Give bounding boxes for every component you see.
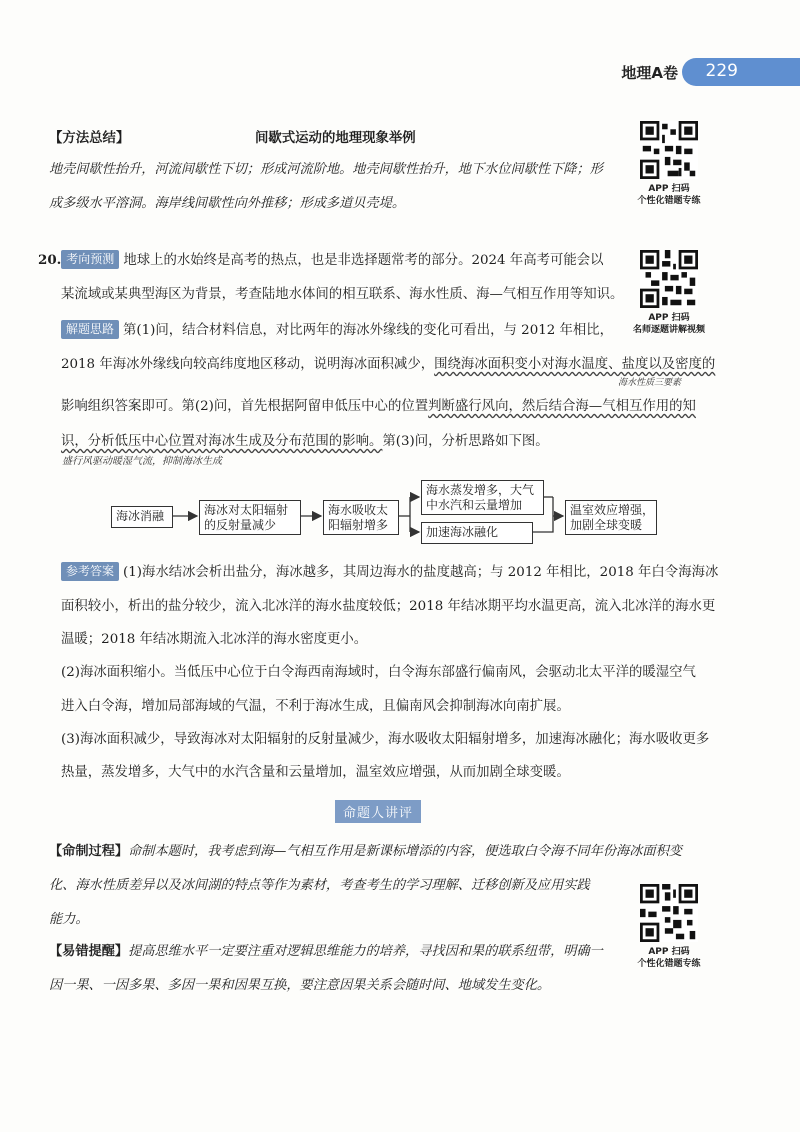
- answer-2-line-2: 进入白令海，增加局部海域的气温，不利于海冰生成，且偏南风会抑制海冰向南扩展。: [61, 699, 570, 714]
- commentary-p1-line-1: [49, 840, 682, 859]
- flow-arrows: [0, 0, 800, 560]
- qr-caption-3: [624, 946, 714, 970]
- idea-line-2a: 2018 年海冰外缘线向较高纬度地区移动，说明海冰面积减少，: [61, 357, 435, 372]
- flow-box-line: 海冰对太阳辐射: [204, 503, 289, 517]
- flow-box-line: 的反射量减少: [204, 518, 277, 532]
- qr-caption-line: 名师逐题讲解视频: [632, 325, 705, 335]
- commentary-p1-line-3: 能力。: [49, 912, 89, 927]
- flow-box-line: 中水汽和云量增加: [426, 498, 523, 512]
- answer-1-line-3: 温暖；2018 年结冰期流入北冰洋的海水密度更小。: [61, 632, 368, 647]
- forecast-line-2: 某流域或某典型海区为背景，考查陆地水体间的相互联系、海水性质、海—气相互作用等知识。: [61, 287, 624, 302]
- idea-line-2b: 围绕海冰面积变小对海水温度、盐度以及密度的: [434, 357, 716, 372]
- flow-box-1: 海冰消融: [111, 506, 173, 528]
- flow-box-line: 阳辐射增多: [328, 518, 389, 532]
- subject-title: 地理A卷: [621, 64, 678, 82]
- qr-caption-line: 个性化错题专练: [637, 959, 701, 969]
- qr-caption-line: APP 扫码: [648, 184, 690, 194]
- commentary-p1-text: 命制本题时，我考虑到海—气相互作用是新课标增添的内容，便选取白令海不同年份海冰面积变: [128, 844, 682, 859]
- handwritten-note-1: 海水性质三要素: [618, 378, 682, 388]
- answer-3-line-2: 热量，蒸发增多，大气中的水汽含量和云量增加，温室效应增强，从而加剧全球变暖。: [61, 765, 570, 780]
- arrow: [532, 516, 553, 532]
- qr-caption-line: APP 扫码: [648, 947, 690, 957]
- qr-caption-line: 个性化错题专练: [637, 196, 701, 206]
- flow-box-3: [323, 500, 399, 535]
- flow-box-line: 海水蒸发增多，大气: [426, 483, 535, 497]
- handwritten-note-2: 盛行风驱动暖湿气流，抑制海冰生成: [62, 456, 222, 467]
- qr-code-icon[interactable]: [640, 884, 698, 942]
- qr-caption-line: APP 扫码: [648, 313, 690, 323]
- method-title: 间歇式运动的地理现象举例: [255, 130, 416, 146]
- idea-line-4a: 识，分析低压中心位置对海冰生成及分布范围的影响。: [61, 434, 383, 449]
- answer-row-1: [61, 562, 718, 583]
- idea-line-4b: 第(3)问，分析思路如下图。: [382, 434, 549, 449]
- commentary-p2-line-2: 因一果、一因多果、多因一果和因果互换，要注意因果关系会随时间、地域发生变化。: [49, 978, 551, 993]
- flow-box-5: 加速海冰融化: [421, 522, 533, 544]
- badge-solution-idea: 解题思路: [61, 320, 119, 339]
- question-number: 20.: [38, 252, 62, 268]
- flow-box-line: 海水吸收太: [328, 503, 389, 517]
- commentary-p1-line-2: 化、海水性质差异以及冰间湖的特点等作为素材，考查考生的学习理解、迁移创新及应用实践: [49, 878, 590, 893]
- answer-1-line-1: (1)海水结冰会析出盐分，海冰越多，其周边海水的盐度越高；与 2012 年相比，2018 年白令海海冰: [123, 565, 719, 580]
- flow-box-line: 温室效应增强，: [570, 503, 655, 517]
- flow-box-line: 加剧全球变暖: [570, 518, 643, 532]
- idea-line-3a: 影响组织答案即可。第(2)问，首先根据阿留申低压中心的位置: [61, 399, 429, 414]
- forecast-line-1: 地球上的水始终是高考的热点，也是非选择题常考的部分。2024 年高考可能会以: [123, 253, 604, 268]
- commentary-p1-label: 【命制过程】: [49, 844, 129, 859]
- flow-box-6: [565, 500, 657, 535]
- commentary-p2-label: 【易错提醒】: [49, 944, 129, 959]
- commentary-p2-line-1: [49, 940, 603, 959]
- method-line-1: 地壳间歇性抬升，河流间歇性下切；形成河流阶地。地壳间歇性抬升，地下水位间歇性下降；形: [49, 162, 603, 177]
- badge-forecast: 考向预测: [61, 250, 119, 269]
- answer-2-line-1: (2)海冰面积缩小。当低压中心位于白令海西南海域时，白令海东部盛行偏南风，会驱动北太平洋的暖湿空气: [61, 665, 696, 680]
- answer-1-line-2: 面积较小，析出的盐分较少，流入北冰洋的海水盐度较低；2018 年结冰期平均水温更高，流入北冰洋的海水更: [61, 599, 716, 614]
- answer-3-line-1: (3)海冰面积减少，导致海冰对太阳辐射的反射量减少，海水吸收太阳辐射增多，加速海冰融化；海水吸收更多: [61, 732, 710, 747]
- method-label: 【方法总结】: [49, 130, 130, 146]
- commentary-badge: 命题人讲评: [335, 800, 421, 823]
- idea-line-3b: 判断盛行风向，然后结合海—气相互作用的知: [428, 399, 696, 414]
- commentary-p2-text: 提高思维水平一定要注重对逻辑思维能力的培养，寻找因和果的联系纽带，明确一: [128, 944, 603, 959]
- idea-line-1: 第(1)问，结合材料信息，对比两年的海冰外缘线的变化可看出，与 2012 年相比，: [123, 323, 614, 338]
- badge-reference-answer: 参考答案: [61, 562, 119, 581]
- flow-box-4: [421, 480, 544, 515]
- method-line-2: 成多级水平溶洞。海岸线间歇性向外推移；形成多道贝壳堤。: [49, 196, 406, 211]
- flow-box-2: [199, 500, 301, 535]
- page-number: 229: [705, 61, 738, 81]
